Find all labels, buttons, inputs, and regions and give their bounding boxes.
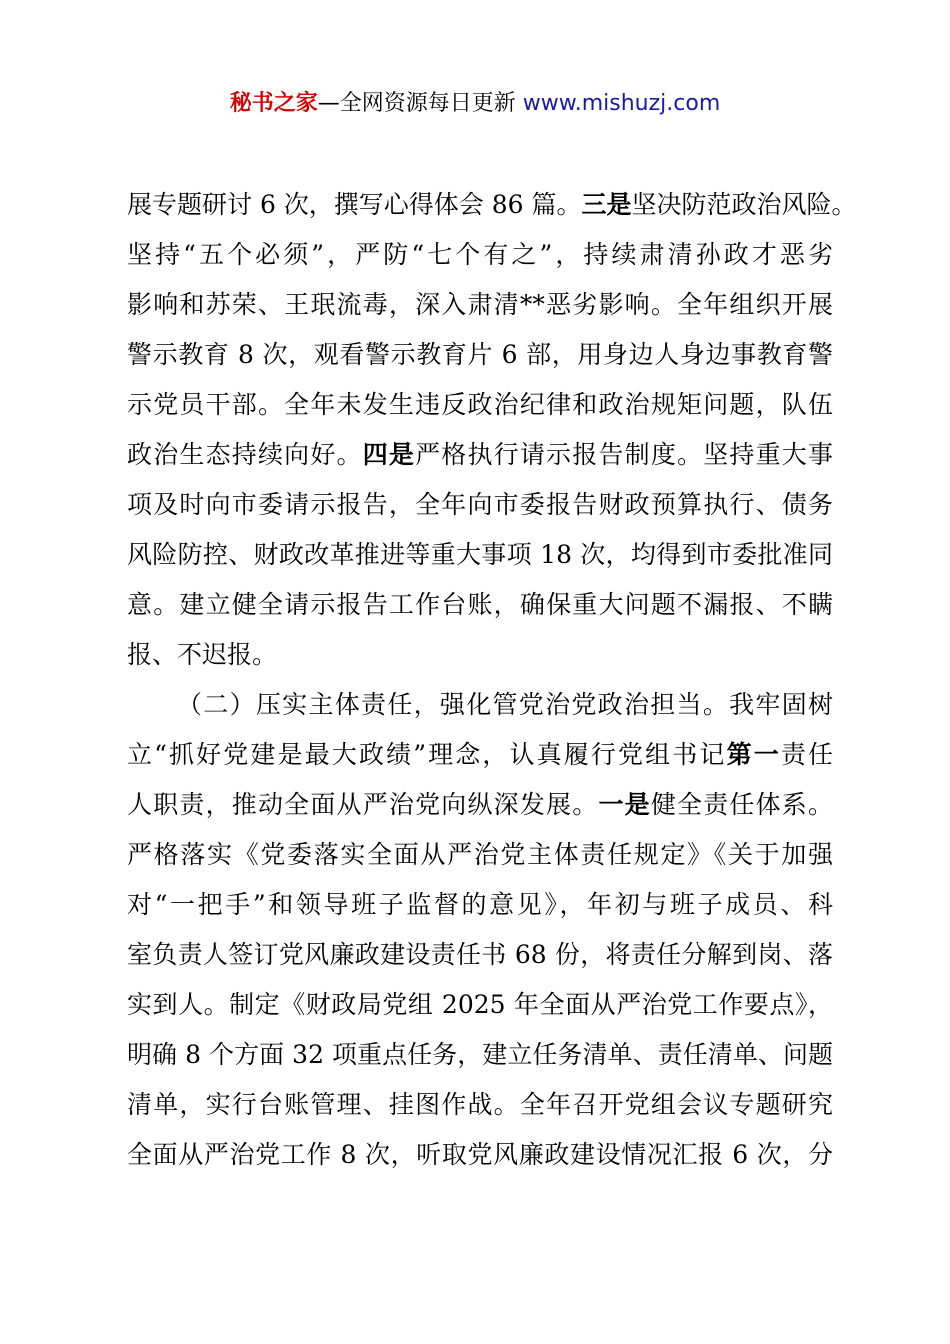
- text-line: 政治生态持续向好。四是严格执行请示报告制度。坚持重大事: [127, 440, 833, 469]
- text-line: 清单，实行台账管理、挂图作战。全年召开党组会议专题研究: [127, 1090, 833, 1119]
- text-line: 坚持“五个必须”，严防“七个有之”，持续肃清孙政才恶劣: [127, 240, 833, 269]
- text-line: 室负责人签订党风廉政建设责任书 68 份，将责任分解到岗、落: [127, 940, 833, 969]
- text-line: 风险防控、财政改革推进等重大事项 18 次，均得到市委批准同: [127, 540, 833, 569]
- bold-phrase: 三是: [581, 190, 632, 219]
- document-body: [127, 180, 857, 1180]
- text-line: 报、不迟报。: [127, 640, 278, 669]
- text-line: 项及时向市委请示报告，全年向市委报告财政预算执行、债务: [127, 490, 833, 519]
- text-line: 意。建立健全请示报告工作台账，确保重大问题不漏报、不瞒: [127, 590, 833, 619]
- text-line: 全面从严治党工作 8 次，听取党风廉政建设情况汇报 6 次，分: [127, 1140, 833, 1169]
- bold-phrase: 一是: [598, 790, 651, 819]
- text-line: 展专题研讨 6 次，撰写心得体会 86 篇。三是坚决防范政治风险。: [127, 190, 857, 219]
- bold-phrase: 四是: [362, 440, 416, 469]
- site-tagline: —全网资源每日更新: [317, 91, 523, 116]
- text-line: 警示教育 8 次，观看警示教育片 6 部，用身边人身边事教育警: [127, 340, 833, 369]
- site-brand: 秘书之家: [229, 91, 318, 116]
- site-url-link[interactable]: www.mishuzj.com: [522, 91, 721, 116]
- text-line: 明确 8 个方面 32 项重点任务，建立任务清单、责任清单、问题: [127, 1040, 833, 1069]
- text-line: 对“一把手”和领导班子监督的意见》，年初与班子成员、科: [127, 890, 833, 919]
- text-line: 人职责，推动全面从严治党向纵深发展。一是健全责任体系。: [127, 790, 833, 819]
- page-header: [0, 86, 950, 122]
- text-line: 示党员干部。全年未发生违反政治纪律和政治规矩问题，队伍: [127, 390, 833, 419]
- section-heading-line: （二）压实主体责任，强化管党治党政治担当。我牢固树: [177, 690, 833, 719]
- text-line: 立“抓好党建是最大政绩”理念，认真履行党组书记第一责任: [127, 740, 833, 769]
- bold-phrase: 第一: [726, 740, 781, 769]
- text-line: 严格落实《党委落实全面从严治党主体责任规定》《关于加强: [127, 840, 833, 869]
- text-line: 影响和苏荣、王珉流毒，深入肃清**恶劣影响。全年组织开展: [127, 290, 833, 319]
- text-line: 实到人。制定《财政局党组 2025 年全面从严治党工作要点》，: [127, 990, 833, 1019]
